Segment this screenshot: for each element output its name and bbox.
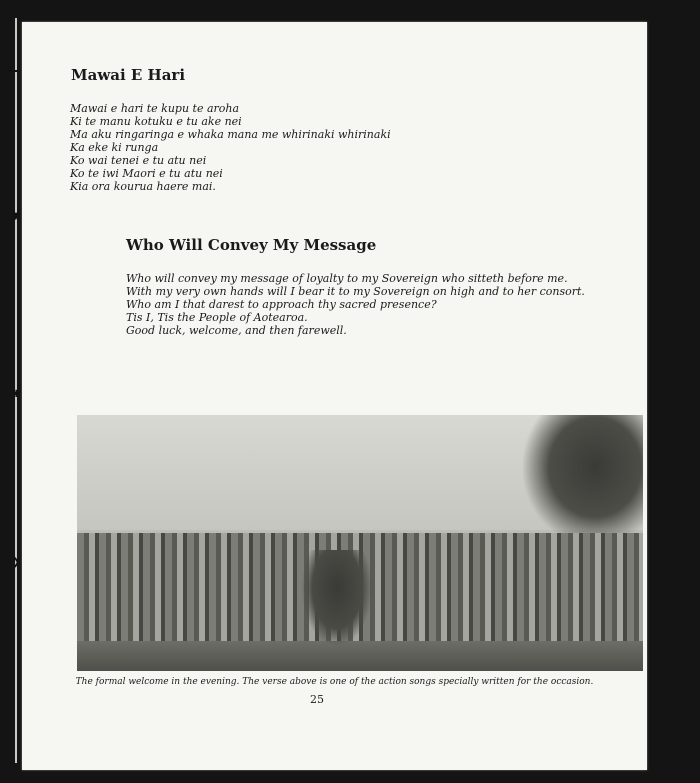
verse-line: Good luck, welcome, and then farewell. — [126, 324, 347, 337]
song-title: Mawai E Hari — [71, 66, 186, 84]
photo-kneeling-figure — [302, 550, 372, 645]
verse-line: Ko wai tenei e tu atu nei — [70, 154, 207, 167]
book-page — [12, 22, 647, 770]
margin-tick — [8, 70, 18, 72]
verse-line: Ki te manu kotuku e tu ake nei — [70, 115, 242, 128]
verse-line: Ka eke ki runga — [70, 141, 159, 154]
verse-line: With my very own hands will I bear it to my Sovereign on high and to her consort. — [126, 285, 585, 298]
margin-mark: ❯ — [12, 557, 21, 568]
margin-mark: ▼ — [12, 211, 20, 222]
photo-caption: The formal welcome in the evening. The verse above is one of the action songs specially written for the occasion. — [75, 677, 594, 687]
verse-line: Ko te iwi Maori e tu atu nei — [70, 167, 223, 180]
verse-line: Who will convey my message of loyalty to my Sovereign who sitteth before me. — [126, 272, 568, 285]
verse-line: Kia ora kourua haere mai. — [70, 180, 216, 193]
translation-verse — [126, 272, 596, 337]
margin-mark: ✱ — [12, 389, 21, 400]
photo-grass — [77, 641, 643, 671]
verse-line: Who am I that darest to approach thy sacred presence? — [126, 298, 437, 311]
translation-title: Who Will Convey My Message — [126, 236, 377, 254]
welcome-photo — [77, 415, 643, 671]
page-number: 25 — [310, 693, 324, 706]
photo-tree — [523, 415, 643, 545]
verse-line: Tis I, Tis the People of Aotearoa. — [126, 311, 308, 324]
verse-line: Mawai e hari te kupu te aroha — [70, 102, 240, 115]
verse-line: Ma aku ringaringa e whaka mana me whirinaki whirinaki — [70, 128, 391, 141]
song-verse — [70, 102, 391, 193]
